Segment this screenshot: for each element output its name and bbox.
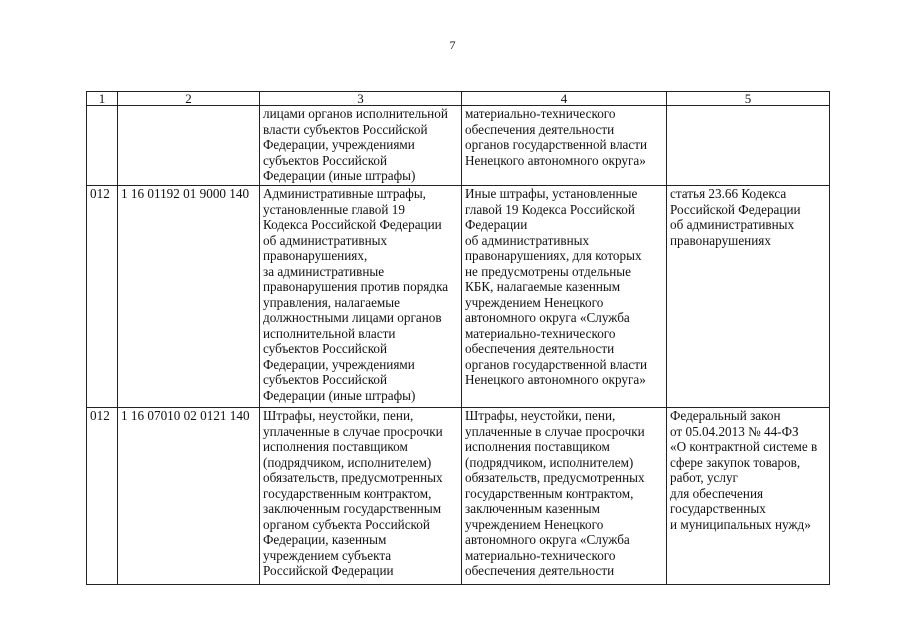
cell-text-line: правонарушениях, — [263, 248, 368, 263]
cell-text-line: правонарушения против порядка — [263, 279, 449, 294]
cell-text-line: правонарушениях — [670, 232, 771, 248]
budget-code-cell: 1 16 01192 01 9000 140 — [118, 186, 260, 408]
cell-text-line: уплаченные в случае просрочки — [263, 423, 443, 439]
cell-text-line: работ, услуг — [670, 470, 738, 485]
cell-text-line: Федерации, казенным — [263, 532, 387, 547]
cell-text-line: «О контрактной системе в — [670, 439, 818, 454]
row-number-cell: 012 — [87, 408, 118, 585]
cell-text-line: установленные главой 19 — [263, 201, 405, 217]
cell-text-line: Федерации (иные штрафы) — [263, 387, 416, 403]
cell-text-line: обязательств, предусмотренных — [465, 470, 645, 485]
income-description-cell — [462, 106, 667, 186]
income-name-cell — [260, 106, 462, 186]
cell-text-line: Федеральный закон — [670, 408, 781, 423]
cell-text-line: Федерации, учреждениями — [263, 356, 415, 372]
cell-text-line: об административных — [670, 217, 795, 232]
cell-text-line: исполнительной власти — [263, 325, 396, 341]
cell-text-line: правонарушениях, для которых — [465, 248, 642, 263]
page-number: 7 — [449, 38, 456, 52]
legal-basis-cell — [667, 408, 830, 585]
column-header-3: 3 — [260, 92, 462, 106]
cell-text-line: органов государственной власти — [465, 137, 648, 152]
cell-text-line: Административные штрафы, — [263, 186, 426, 201]
cell-text-line: исполнения поставщиком — [263, 439, 408, 454]
cell-text-line: Ненецкого автономного округа» — [465, 152, 646, 168]
cell-text-line: главой 19 Кодекса Российской — [465, 201, 635, 217]
cell-text-line: материально-технического — [465, 106, 616, 121]
cell-text-line: материально-технического — [465, 547, 616, 563]
cell-text-line: и муниципальных нужд» — [670, 516, 811, 532]
legal-basis-cell — [667, 106, 830, 186]
cell-text-line: статья 23.66 Кодекса — [670, 186, 787, 201]
cell-text-line: Федерации (иные штрафы) — [263, 168, 416, 183]
budget-code-cell: 1 16 07010 02 0121 140 — [118, 408, 260, 585]
cell-text-line: государственным контрактом, — [465, 485, 634, 501]
cell-text-line: органов государственной власти — [465, 356, 648, 372]
cell-text-line: автономного округа «Служба — [465, 532, 630, 547]
column-header-4: 4 — [462, 92, 667, 106]
table-row — [87, 106, 830, 186]
cell-text-line: государственным контрактом, — [263, 485, 432, 501]
cell-text-line: сфере закупок товаров, — [670, 454, 801, 470]
cell-text-line: Ненецкого автономного округа» — [465, 372, 646, 387]
cell-text-line: обеспечения деятельности — [465, 341, 615, 356]
cell-text-line: материально-технического — [465, 325, 616, 341]
cell-text-line: управления, налагаемые — [263, 294, 400, 310]
cell-text-line: субъектов Российской — [263, 152, 388, 168]
column-header-1: 1 — [87, 92, 118, 106]
column-header-5: 5 — [667, 92, 830, 106]
table-header-row — [87, 92, 830, 106]
cell-text-line: государственных — [670, 501, 766, 516]
cell-text-line: за административные — [263, 263, 385, 279]
cell-text-line: не предусмотрены отдельные — [465, 263, 631, 279]
cell-text-line: обеспечения деятельности — [465, 121, 615, 137]
cell-text-line: субъектов Российской — [263, 341, 388, 356]
income-name-cell — [260, 186, 462, 408]
budget-codes-table — [86, 91, 830, 585]
cell-text-line: от 05.04.2013 № 44-ФЗ — [670, 423, 799, 439]
cell-text-line: должностными лицами органов — [263, 310, 442, 325]
cell-text-line: уплаченные в случае просрочки — [465, 423, 645, 439]
cell-text-line: органом субъекта Российской — [263, 516, 430, 532]
cell-text-line: учреждением субъекта — [263, 547, 392, 563]
cell-text-line: автономного округа «Служба — [465, 310, 630, 325]
cell-text-line: (подрядчиком, исполнителем) — [465, 454, 634, 470]
income-description-cell — [462, 186, 667, 408]
cell-text-line: для обеспечения — [670, 485, 764, 501]
cell-text-line: учреждением Ненецкого — [465, 516, 604, 532]
cell-text-line: власти субъектов Российской — [263, 121, 428, 137]
cell-text-line: Кодекса Российской Федерации — [263, 217, 442, 232]
cell-text-line: обязательств, предусмотренных — [263, 470, 443, 485]
cell-text-line: лицами органов исполнительной — [263, 106, 448, 121]
cell-text-line: об административных — [465, 232, 590, 248]
cell-text-line: (подрядчиком, исполнителем) — [263, 454, 432, 470]
cell-text-line: Российской Федерации — [263, 563, 394, 578]
cell-text-line: исполнения поставщиком — [465, 439, 610, 454]
cell-text-line: Штрафы, неустойки, пени, — [465, 408, 616, 423]
cell-text-line: Федерации — [465, 217, 528, 232]
column-header-2: 2 — [118, 92, 260, 106]
cell-text-line: Российской Федерации — [670, 201, 801, 217]
cell-text-line: субъектов Российской — [263, 372, 388, 387]
income-description-cell — [462, 408, 667, 585]
table-row — [87, 408, 830, 585]
cell-text-line: заключенным казенным — [465, 501, 600, 516]
cell-text-line: обеспечения деятельности — [465, 563, 615, 578]
cell-text-line: КБК, налагаемые казенным — [465, 279, 621, 294]
cell-text-line: заключенным государственным — [263, 501, 442, 516]
cell-text-line: учреждением Ненецкого — [465, 294, 604, 310]
income-name-cell — [260, 408, 462, 585]
row-number-cell — [87, 106, 118, 186]
table-row — [87, 186, 830, 408]
cell-text-line: Федерации, учреждениями — [263, 137, 415, 152]
cell-text-line: Иные штрафы, установленные — [465, 186, 638, 201]
row-number-cell: 012 — [87, 186, 118, 408]
legal-basis-cell — [667, 186, 830, 408]
cell-text-line: Штрафы, неустойки, пени, — [263, 408, 414, 423]
cell-text-line: об административных — [263, 232, 388, 248]
budget-code-cell — [118, 106, 260, 186]
